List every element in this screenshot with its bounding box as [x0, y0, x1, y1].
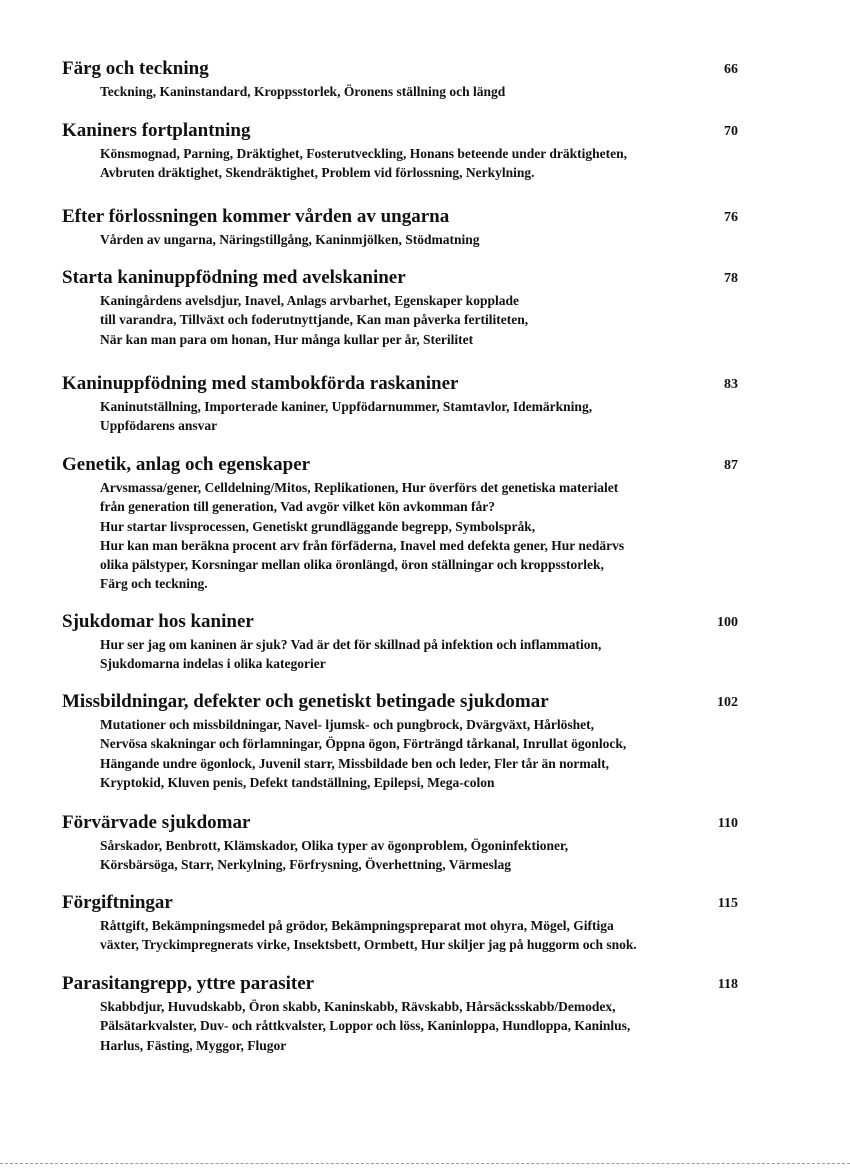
topic-line: När kan man para om honan, Hur många kullar per år, Sterilitet: [100, 331, 474, 347]
toc-entry: [62, 454, 738, 594]
topic-line: Pälsätarkvalster, Duv- och råttkvalster, Loppor och löss, Kaninloppa, Hundloppa, Kaninlus,: [100, 1018, 631, 1034]
page-number: 70: [724, 124, 738, 139]
topic-line: Nervösa skakningar och förlamningar, Öppna ögon, Förträngd tårkanal, Inrullat ögonlock,: [100, 736, 627, 752]
topic-line: Körsbärsöga, Starr, Nerkylning, Förfrysning, Överhettning, Värmeslag: [100, 857, 511, 873]
page-number: 76: [724, 210, 738, 225]
toc-entry-header: [62, 812, 738, 836]
page-number: 110: [717, 816, 738, 831]
page-number: 87: [724, 458, 738, 473]
topic-line: Hur kan man beräkna procent arv från förfäderna, Inavel med defekta gener, Hur nedärvs: [100, 537, 625, 553]
topic-line: Hur ser jag om kaninen är sjuk? Vad är det för skillnad på infektion och inflammation,: [100, 637, 602, 652]
toc-entry-header: [62, 120, 738, 144]
page-number: 66: [724, 62, 738, 77]
toc-entry: [62, 58, 738, 101]
toc-entry: [62, 373, 738, 436]
topic-line: Färg och teckning.: [100, 576, 208, 592]
topic-line: till varandra, Tillväxt och foderutnyttjande, Kan man påverka fertiliteten,: [100, 312, 529, 328]
toc-entry: [62, 812, 738, 875]
topic-line: växter, Tryckimpregnerats virke, Insektsbett, Ormbett, Hur skiljer jag på huggorm och snok.: [100, 937, 637, 953]
topic-line: från generation till generation, Vad avgör vilket kön avkomman får?: [100, 499, 496, 515]
page-number: 78: [724, 271, 738, 286]
topic-line: Arvsmassa/gener, Celldelning/Mitos, Replikationen, Hur överförs det genetiska materialet: [100, 480, 619, 495]
topic-line: Kaningårdens avelsdjur, Inavel, Anlags arvbarhet, Egenskaper kopplade: [100, 293, 519, 308]
chapter-topics: [100, 916, 738, 955]
page-number: 115: [717, 896, 738, 911]
chapter-topics: [100, 82, 738, 101]
chapter-topics: [100, 635, 738, 674]
topic-line: Sårskador, Benbrott, Klämskador, Olika typer av ögonproblem, Ögoninfektioner,: [100, 838, 569, 853]
topic-line: Kryptokid, Kluven penis, Defekt tandställning, Epilepsi, Mega-colon: [100, 774, 495, 790]
chapter-topics: [100, 397, 738, 436]
chapter-title: Missbildningar, defekter och genetiskt betingade sjukdomar: [62, 691, 549, 712]
toc-entry-header: [62, 206, 738, 230]
chapter-topics: [100, 836, 738, 875]
topic-line: Råttgift, Bekämpningsmedel på grödor, Bekämpningspreparat mot ohyra, Mögel, Giftiga: [100, 918, 614, 933]
chapter-title: Kaninuppfödning med stambokförda raskaniner: [62, 373, 459, 394]
topic-line: Hur startar livsprocessen, Genetiskt grundläggande begrepp, Symbolspråk,: [100, 518, 536, 534]
toc-entry-header: [62, 691, 738, 715]
chapter-topics: [100, 997, 738, 1055]
toc-entry-header: [62, 611, 738, 635]
topic-line: Mutationer och missbildningar, Navel- ljumsk- och pungbrock, Dvärgväxt, Hårlöshet,: [100, 717, 595, 732]
chapter-title: Färg och teckning: [62, 58, 209, 79]
toc-entry-header: [62, 892, 738, 916]
topic-line: Vården av ungarna, Näringstillgång, Kaninmjölken, Stödmatning: [100, 232, 480, 247]
page-number: 102: [717, 695, 738, 710]
chapter-title: Sjukdomar hos kaniner: [62, 611, 254, 632]
page-number: 83: [724, 377, 738, 392]
topic-line: Hängande undre ögonlock, Juvenil starr, Missbildade ben och leder, Fler tår än normalt,: [100, 755, 610, 771]
toc-entry: [62, 267, 738, 349]
toc-entry: [62, 691, 738, 792]
toc-entry: [62, 611, 738, 674]
toc-entry: [62, 120, 738, 183]
topic-line: Könsmognad, Parning, Dräktighet, Fosterutveckling, Honans beteende under dräktigheten,: [100, 146, 628, 161]
chapter-title: Förgiftningar: [62, 892, 173, 913]
topic-line: Kaninutställning, Importerade kaniner, Uppfödarnummer, Stamtavlor, Idemärkning,: [100, 399, 593, 414]
topic-line: Avbruten dräktighet, Skendräktighet, Problem vid förlossning, Nerkylning.: [100, 165, 535, 181]
chapter-title: Genetik, anlag och egenskaper: [62, 454, 311, 475]
toc-entry: [62, 206, 738, 249]
toc-entry-header: [62, 373, 738, 397]
toc-entry-header: [62, 973, 738, 997]
page-number: 100: [717, 615, 738, 630]
chapter-topics: [100, 230, 738, 249]
chapter-topics: [100, 478, 738, 594]
topic-line: Sjukdomarna indelas i olika kategorier: [100, 656, 326, 672]
toc-entry-header: [62, 454, 738, 478]
chapter-title: Förvärvade sjukdomar: [62, 812, 251, 833]
scan-edge-line: [0, 1163, 850, 1164]
toc-entry: [62, 892, 738, 955]
chapter-topics: [100, 291, 738, 349]
toc-entry-header: [62, 267, 738, 291]
page-number: 118: [717, 977, 738, 992]
toc-entry-header: [62, 58, 738, 82]
chapter-title: Parasitangrepp, yttre parasiter: [62, 973, 315, 994]
topic-line: Skabbdjur, Huvudskabb, Öron skabb, Kaninskabb, Rävskabb, Hårsäcksskabb/Demodex,: [100, 999, 616, 1014]
topic-line: Harlus, Fästing, Myggor, Flugor: [100, 1037, 287, 1053]
topic-line: olika pälstyper, Korsningar mellan olika öronlängd, öron ställningar och kroppsstorlek,: [100, 557, 604, 573]
chapter-title: Kaniners fortplantning: [62, 120, 251, 141]
chapter-topics: [100, 715, 738, 792]
chapter-title: Efter förlossningen kommer vården av ungarna: [62, 206, 450, 227]
chapter-title: Starta kaninuppfödning med avelskaniner: [62, 267, 406, 288]
topic-line: Teckning, Kaninstandard, Kroppsstorlek, Öronens ställning och längd: [100, 84, 506, 99]
toc-entry: [62, 973, 738, 1055]
topic-line: Uppfödarens ansvar: [100, 418, 218, 434]
chapter-topics: [100, 144, 738, 183]
